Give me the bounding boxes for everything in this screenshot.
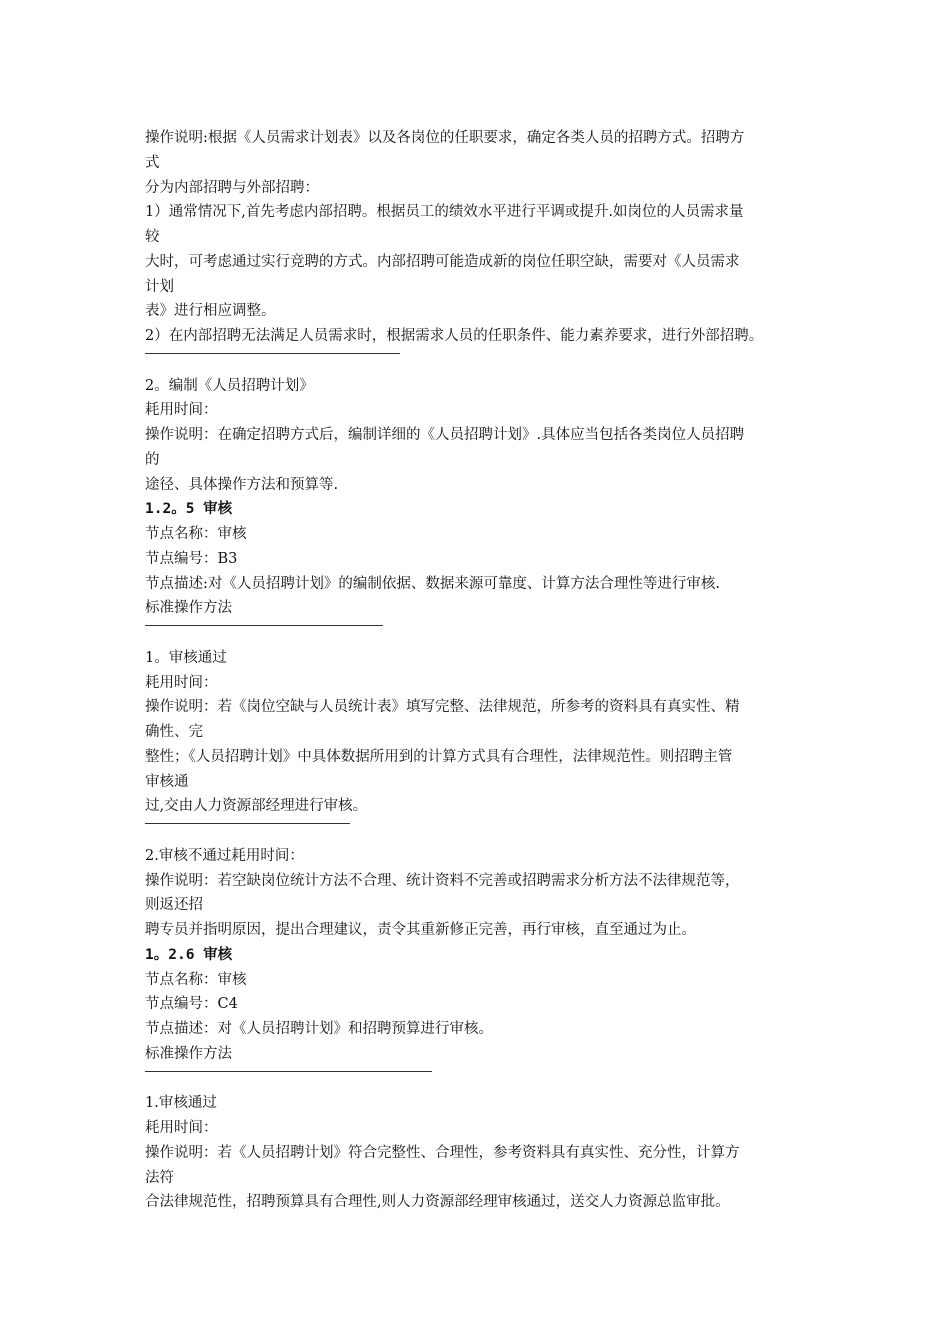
document-body — [145, 126, 835, 1215]
paragraph-line: 操作说明：若《人员招聘计划》符合完整性、合理性，参考资料具有真实性、充分性，计算方 — [145, 1144, 740, 1161]
node-number: 节点编号：B3 — [145, 550, 238, 567]
paragraph-line: 确性、完 — [145, 724, 203, 740]
paragraph-line: 合法律规范性，招聘预算具有合理性,则人力资源部经理审核通过，送交人力资源总监审批。 — [145, 1194, 730, 1211]
paragraph-line: 耗用时间： — [145, 674, 218, 691]
paragraph-line: 大时，可考虑通过实行竞聘的方式。内部招聘可能造成新的岗位任职空缺，需要对《人员需求 — [145, 253, 740, 270]
paragraph-line: 过,交由人力资源部经理进行审核。 — [145, 798, 368, 815]
paragraph-line: 整性；《人员招聘计划》中具体数据所用到的计算方式具有合理性，法律规范性。则招聘主管 — [145, 748, 733, 765]
step-heading: 2。编制《人员招聘计划》 — [145, 377, 314, 394]
node-name: 节点名称：审核 — [145, 971, 247, 988]
paragraph-line: 操作说明：在确定招聘方式后，编制详细的《人员招聘计划》.具体应当包括各类岗位人员招聘 — [145, 427, 745, 443]
node-description: 节点描述：对《人员招聘计划》和招聘预算进行审核。 — [145, 1021, 493, 1037]
node-name: 节点名称：审核 — [145, 526, 247, 542]
paragraph-line: 耗用时间： — [145, 1120, 218, 1136]
node-number: 节点编号：C4 — [145, 996, 238, 1013]
step-heading: 2.审核不通过耗用时间： — [145, 847, 304, 864]
separator-line — [145, 621, 835, 646]
paragraph-line: 2）在内部招聘无法满足人员需求时，根据需求人员的任职条件、能力素养要求，进行外部招聘。 — [145, 328, 764, 344]
paragraph-line: 聘专员并指明原因，提出合理建议，责令其重新修正完善，再行审核，直至通过为止。 — [145, 922, 696, 938]
paragraph-line: 操作说明：若空缺岗位统计方法不合理、统计资料不完善或招聘需求分析方法不法律规范等， — [145, 872, 740, 889]
paragraph-line: 1）通常情况下,首先考虑内部招聘。根据员工的绩效水平进行平调或提升.如岗位的人员需求量 — [145, 204, 744, 221]
paragraph-line: 操作说明:根据《人员需求计划表》以及各岗位的任职要求，确定各类人员的招聘方式。招聘方 — [145, 130, 745, 146]
paragraph-line: 标准操作方法 — [145, 1045, 232, 1062]
separator-line — [145, 1067, 835, 1092]
step-heading: 1.审核通过 — [145, 1095, 217, 1112]
separator-line — [145, 819, 835, 844]
paragraph-line: 审核通 — [145, 773, 189, 790]
section-heading: 1.2。5 审核 — [145, 501, 233, 518]
paragraph-line: 计划 — [145, 278, 174, 295]
paragraph-line: 则返还招 — [145, 897, 203, 914]
paragraph-line: 表》进行相应调整。 — [145, 303, 276, 320]
paragraph-line: 式 — [145, 154, 160, 171]
section-heading: 1。2.6 审核 — [145, 946, 233, 963]
separator-line — [145, 349, 835, 374]
paragraph-line: 较 — [145, 229, 160, 245]
step-heading: 1。审核通过 — [145, 649, 227, 666]
paragraph-line: 法符 — [145, 1169, 174, 1186]
paragraph-line: 操作说明：若《岗位空缺与人员统计表》填写完整、法律规范，所参考的资料具有真实性、精 — [145, 699, 740, 716]
paragraph-line: 耗用时间： — [145, 402, 218, 419]
paragraph-line: 的 — [145, 451, 160, 468]
paragraph-line: 标准操作方法 — [145, 600, 232, 617]
paragraph-line: 途径、具体操作方法和预算等. — [145, 476, 339, 493]
node-description: 节点描述:对《人员招聘计划》的编制依据、数据来源可靠度、计算方法合理性等进行审核. — [145, 575, 720, 592]
paragraph-line: 分为内部招聘与外部招聘： — [145, 179, 319, 196]
